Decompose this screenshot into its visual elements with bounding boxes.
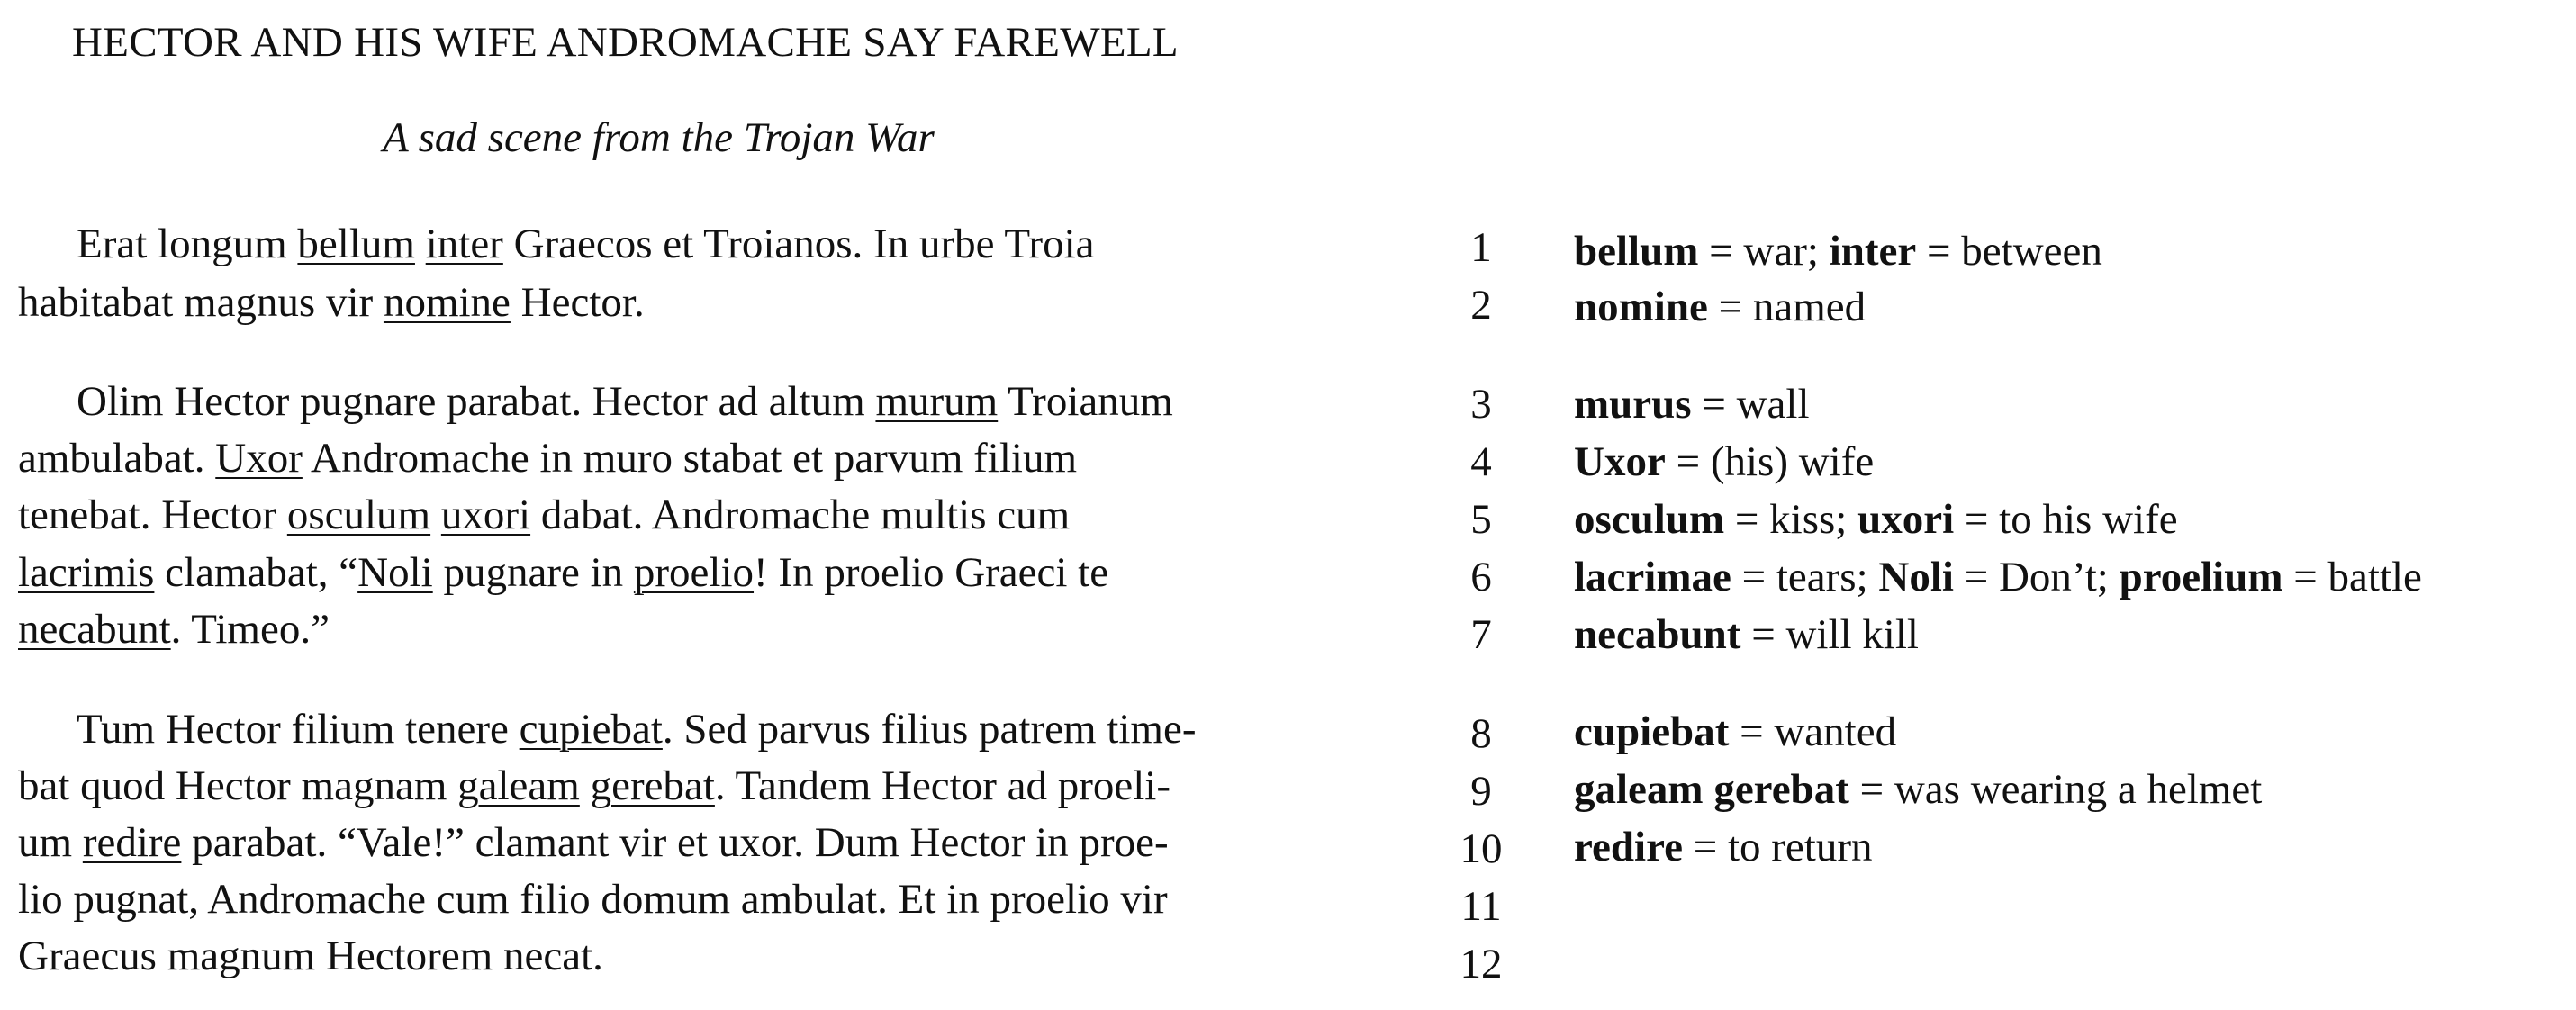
gloss-definition: = will kill [1740, 611, 1919, 658]
gloss-term: inter [1829, 228, 1917, 275]
glossed-word: uxori [440, 491, 531, 538]
line-number: 3 [1470, 381, 1492, 428]
line-number: 7 [1470, 611, 1492, 658]
line-number: 4 [1470, 438, 1492, 485]
passage-line [18, 430, 1077, 486]
passage-text: habitabat magnus vir [18, 279, 384, 326]
passage-line [18, 601, 330, 657]
passage-line [77, 701, 1196, 757]
line-number: 2 [1470, 282, 1492, 329]
glossed-word: osculum [286, 491, 431, 538]
gloss-entry [1574, 762, 2262, 817]
glossed-word: necabunt [18, 606, 171, 653]
gloss-term: uxori [1857, 496, 1955, 543]
gloss-entry [1574, 607, 1919, 663]
gloss-term: murus [1574, 381, 1692, 428]
passage-text: Andromache in muro stabat et parvum filium [302, 435, 1078, 482]
passage-line [18, 487, 1070, 543]
gloss-entry [1574, 376, 1810, 432]
gloss-term: necabunt [1574, 611, 1741, 658]
passage-line [18, 275, 645, 330]
passage-text: dabat. Andromache multis cum [530, 491, 1071, 538]
gloss-definition: = to return [1682, 824, 1873, 870]
passage-text: Erat longum [77, 221, 298, 267]
gloss-entry [1574, 819, 1873, 875]
passage-line [77, 216, 1095, 272]
glossed-word: bellum [297, 221, 415, 267]
gloss-term: osculum [1574, 496, 1725, 543]
passage-line [18, 545, 1108, 600]
passage-text: Hector. [510, 279, 645, 326]
line-number: 1 [1470, 224, 1492, 271]
line-number: 10 [1460, 825, 1503, 872]
passage-text: Troianum [998, 378, 1173, 425]
passage-text: bat quod Hector magnam [18, 762, 458, 809]
glossed-word: inter [425, 221, 503, 267]
glossed-word: murum [875, 378, 999, 425]
gloss-definition: = war; [1698, 228, 1830, 275]
passage-text [415, 221, 426, 267]
gloss-term: Uxor [1574, 438, 1666, 485]
glossed-word: Uxor [215, 435, 303, 482]
gloss-term: Noli [1878, 554, 1954, 600]
glossed-word: cupiebat [519, 706, 663, 753]
passage-text: clamabat, “ [154, 549, 358, 596]
gloss-term: bellum [1574, 228, 1699, 275]
gloss-definition: = Don’t; [1953, 554, 2120, 600]
passage-text: . Timeo.” [170, 606, 330, 653]
glossed-word: Noli [357, 549, 433, 596]
passage-text [430, 491, 441, 538]
document-title: HECTOR AND HIS WIFE ANDROMACHE SAY FAREWELL [72, 19, 1179, 66]
gloss-entry [1574, 223, 2102, 279]
passage-text: parabat. “Vale!” clamant vir et uxor. Dum Hector in proe- [181, 819, 1169, 866]
gloss-definition: = kiss; [1724, 496, 1858, 543]
glossed-word: nomine [383, 279, 511, 326]
glossed-word: galeam [457, 762, 580, 809]
line-number: 12 [1460, 941, 1503, 987]
gloss-term: lacrimae [1574, 554, 1731, 600]
passage-text: ! In proelio Graeci te [754, 549, 1109, 596]
gloss-definition: = (his) wife [1665, 438, 1875, 485]
gloss-definition: = was wearing a helmet [1848, 766, 2263, 813]
gloss-entry [1574, 434, 1874, 490]
passage-line [18, 815, 1169, 870]
passage-line [18, 758, 1170, 814]
passage-text: Graecos et Troianos. In urbe Troia [502, 221, 1095, 267]
passage-line [18, 871, 1168, 927]
passage-text: . Tandem Hector ad proeli- [714, 762, 1171, 809]
gloss-term: proelium [2119, 554, 2283, 600]
gloss-definition: = to his wife [1954, 496, 2178, 543]
passage-line [77, 374, 1173, 429]
document-subtitle: A sad scene from the Trojan War [383, 114, 935, 161]
passage-text: Olim Hector pugnare parabat. Hector ad altum [77, 378, 876, 425]
line-number: 11 [1460, 883, 1502, 930]
gloss-entry [1574, 279, 1866, 335]
glossed-word: proelio [633, 549, 755, 596]
gloss-term: redire [1574, 824, 1683, 870]
passage-text: tenebat. Hector [18, 491, 287, 538]
gloss-term: nomine [1574, 284, 1708, 330]
gloss-term: cupiebat [1574, 708, 1730, 755]
gloss-entry [1574, 704, 1896, 760]
gloss-definition: = battle [2282, 554, 2422, 600]
passage-text: Graecus magnum Hectorem necat. [18, 933, 603, 979]
passage-text: lio pugnat, Andromache cum filio domum ambulat. Et in proelio vir [18, 876, 1168, 923]
passage-text: um [18, 819, 83, 866]
line-number: 8 [1470, 710, 1492, 757]
gloss-definition: = tears; [1731, 554, 1879, 600]
passage-text: ambulabat. [18, 435, 216, 482]
glossed-word: lacrimis [18, 549, 155, 596]
passage-line [18, 928, 603, 984]
glossed-word: redire [82, 819, 182, 866]
passage-text: Tum Hector filium tenere [77, 706, 520, 753]
gloss-entry [1574, 549, 2422, 605]
gloss-term: galeam gerebat [1574, 766, 1849, 813]
line-number: 6 [1470, 554, 1492, 600]
passage-text [580, 762, 591, 809]
gloss-definition: = wanted [1729, 708, 1897, 755]
passage-text: . Sed parvus filius patrem time- [662, 706, 1197, 753]
gloss-entry [1574, 491, 2178, 547]
glossed-word: gerebat [590, 762, 715, 809]
line-number: 5 [1470, 496, 1492, 543]
gloss-definition: = named [1707, 284, 1866, 330]
line-number: 9 [1470, 768, 1492, 815]
gloss-definition: = between [1916, 228, 2102, 275]
gloss-definition: = wall [1691, 381, 1810, 428]
passage-text: pugnare in [432, 549, 634, 596]
